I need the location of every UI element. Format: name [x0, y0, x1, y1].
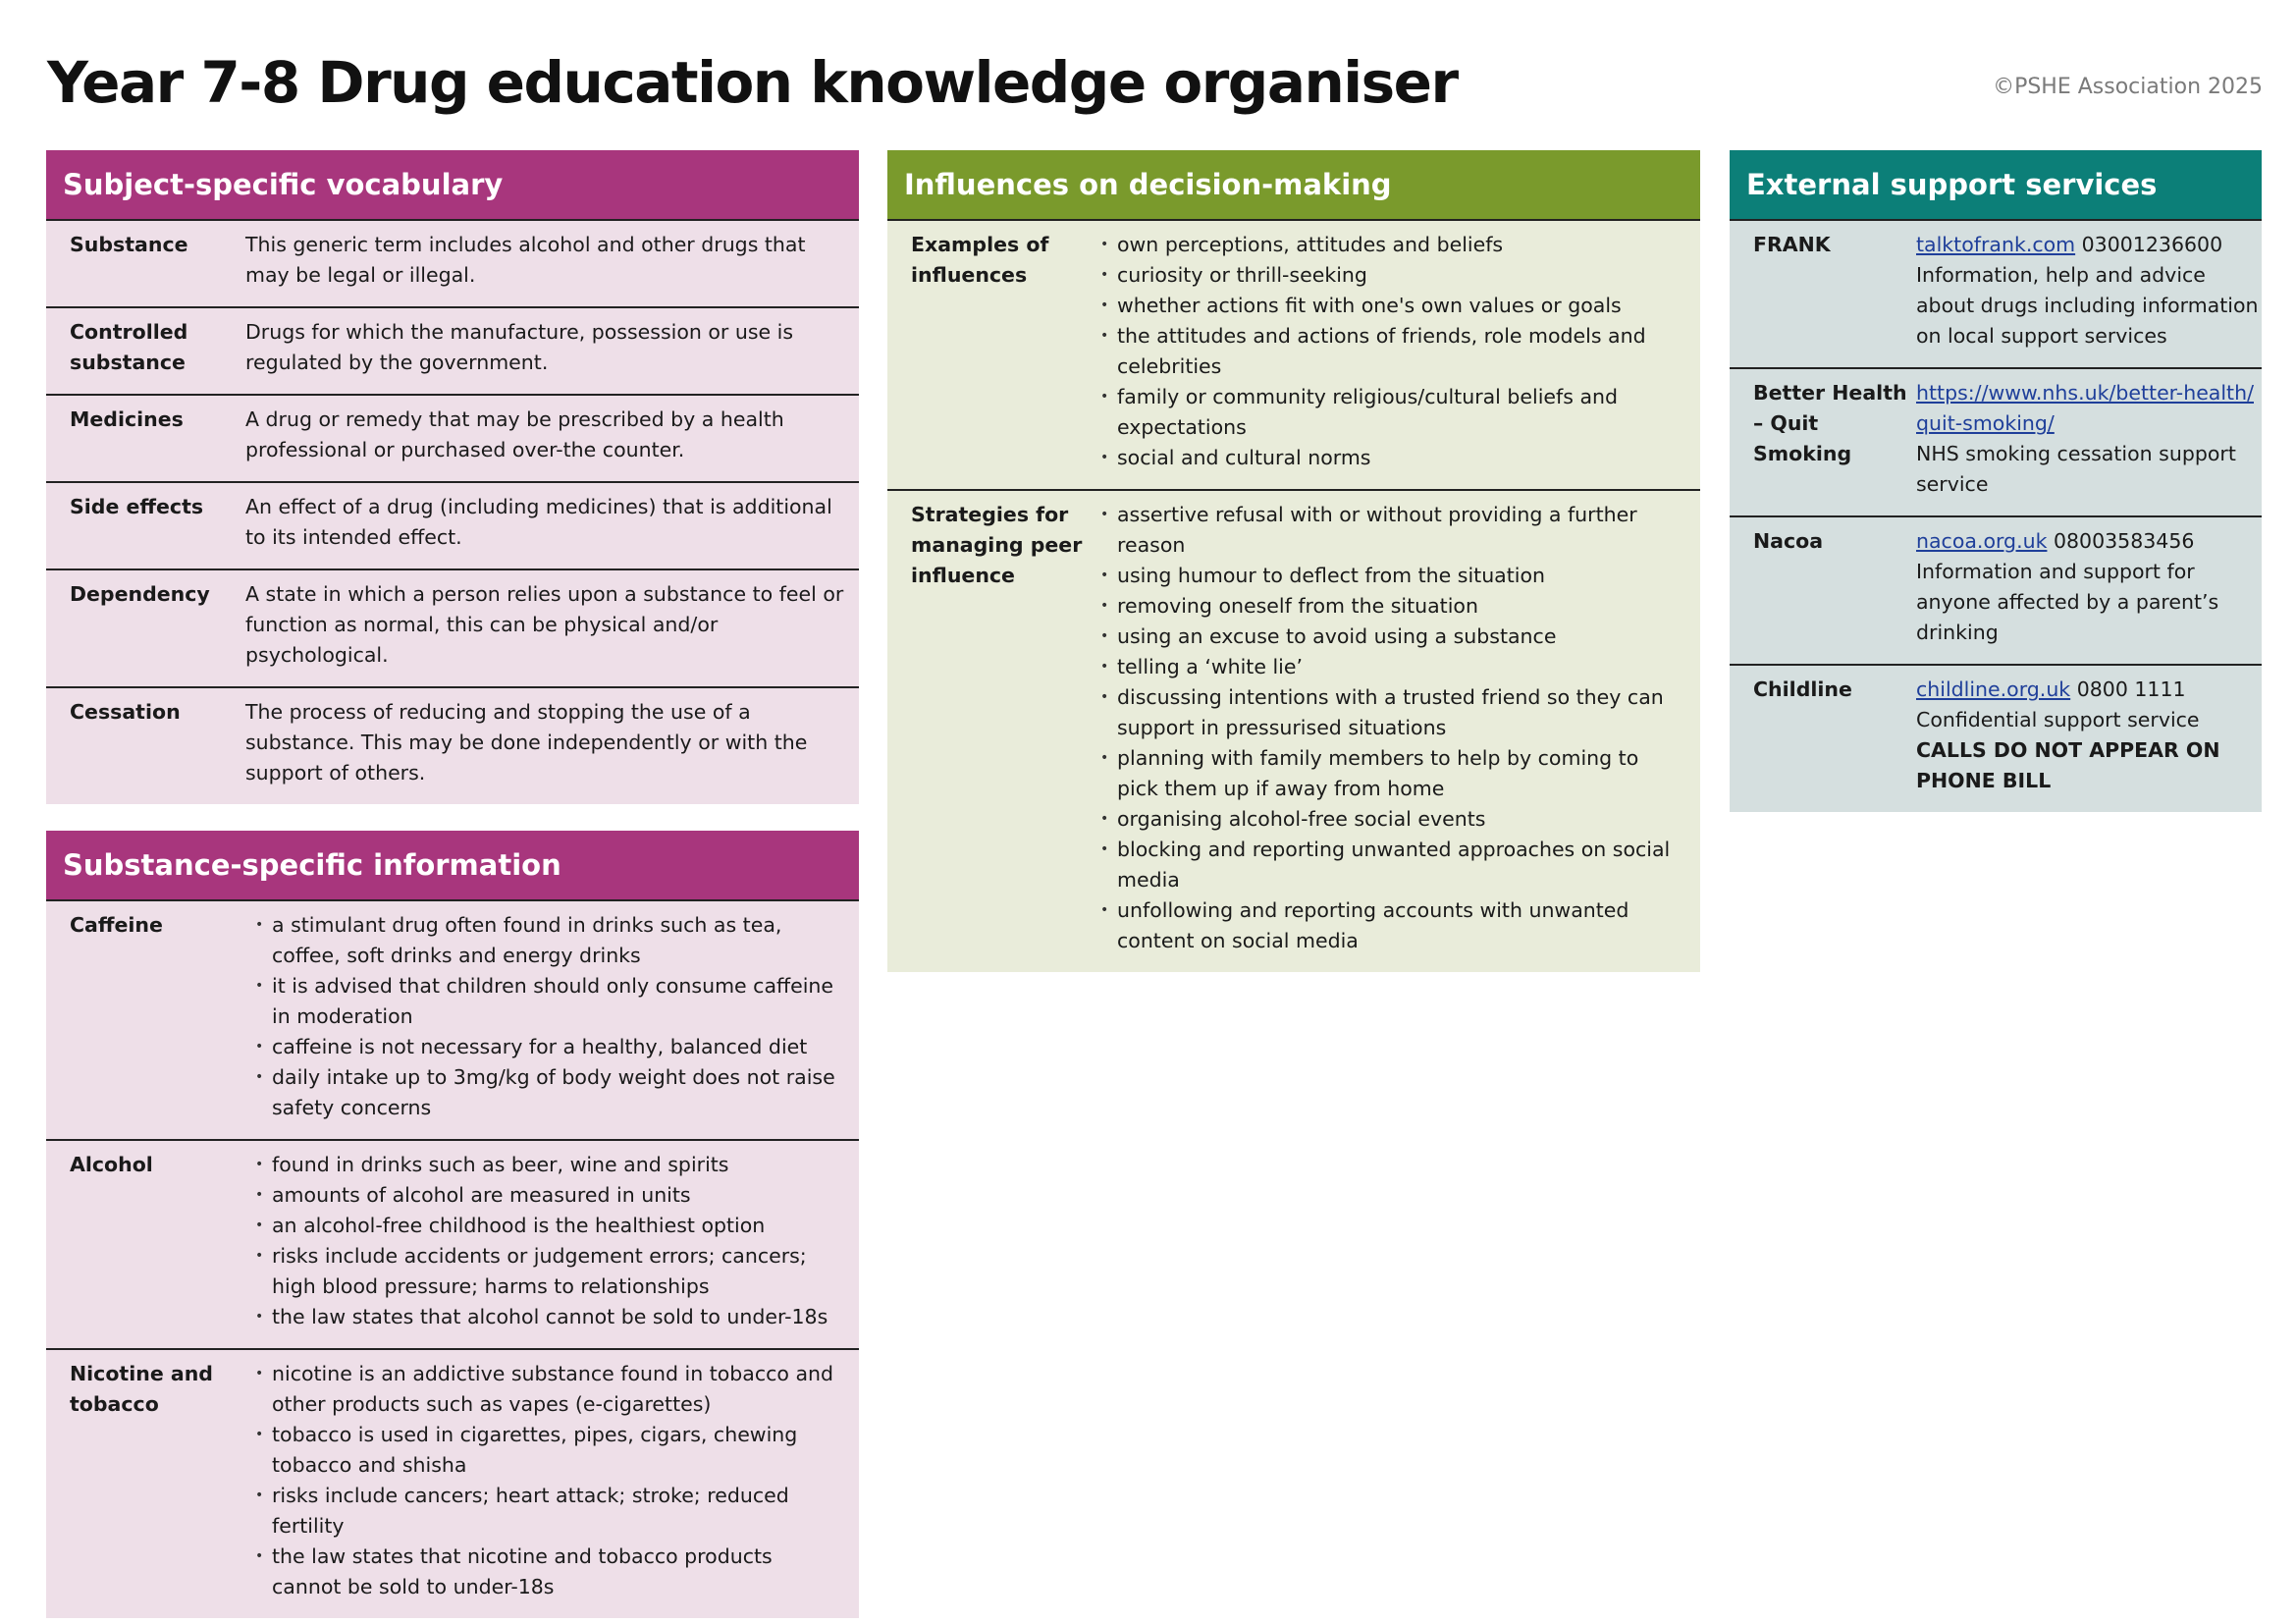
support-heading: External support services	[1730, 150, 2262, 219]
service-note: CALLS DO NOT APPEAR ON PHONE BILL	[1916, 738, 2220, 792]
service-info: Confidential support service	[1916, 708, 2200, 731]
vocab-definition: This generic term includes alcohol and other drugs that may be legal or illegal.	[245, 233, 806, 287]
vocab-row	[46, 481, 859, 568]
bullet-point: • tobacco is used in cigarettes, pipes, cigars, chewing tobacco and shisha	[255, 1420, 844, 1481]
bullet-point: • the attitudes and actions of friends, role models and celebrities	[1100, 321, 1680, 382]
bullet-point: • discussing intentions with a trusted friend so they can support in pressurised situations	[1100, 682, 1680, 743]
vocab-row	[46, 219, 859, 306]
service-link[interactable]: nacoa.org.uk	[1916, 529, 2048, 553]
substance-panel	[46, 831, 859, 1618]
bullet-point: • organising alcohol-free social events	[1100, 804, 1680, 835]
vocabulary-panel	[46, 150, 859, 804]
bullet-point: • using an excuse to avoid using a substance	[1100, 622, 1680, 652]
bullet-point: • whether actions fit with one's own values or goals	[1100, 291, 1680, 321]
support-row	[1730, 664, 2262, 812]
bullet-point: • a stimulant drug often found in drinks such as tea, coffee, soft drinks and energy drinks	[255, 910, 844, 971]
vocab-definition: Drugs for which the manufacture, possession or use is regulated by the government.	[245, 320, 794, 374]
bullet-point: • amounts of alcohol are measured in units	[255, 1180, 844, 1211]
substance-heading: Substance-specific information	[46, 831, 859, 899]
substance-row	[46, 899, 859, 1139]
vocab-definition: An effect of a drug (including medicines) that is additional to its intended effect.	[245, 495, 832, 549]
bullet-point: • risks include accidents or judgement errors; cancers; high blood pressure; harms to relationships	[255, 1241, 844, 1302]
substance-term: Alcohol	[70, 1153, 153, 1176]
left-column	[46, 150, 859, 1618]
vocab-definition: The process of reducing and stopping the use of a substance. This may be done independently or with the support of others.	[245, 700, 808, 785]
support-row	[1730, 367, 2262, 515]
substance-row	[46, 1139, 859, 1348]
substance-row	[46, 1348, 859, 1618]
service-phone: 03001236600	[2075, 233, 2223, 256]
bullet-point: • an alcohol-free childhood is the healthiest option	[255, 1211, 844, 1241]
influence-row	[887, 489, 1700, 972]
bullet-point: • risks include cancers; heart attack; stroke; reduced fertility	[255, 1481, 844, 1542]
copyright-notice: ©PSHE Association 2025	[1993, 75, 2263, 99]
substance-points	[255, 1150, 844, 1332]
vocab-definition: A state in which a person relies upon a substance to feel or function as normal, this can be physical and/or psychological.	[245, 582, 844, 667]
support-row	[1730, 515, 2262, 664]
vocab-definition: A drug or remedy that may be prescribed by a health professional or purchased over-the counter.	[245, 407, 784, 461]
service-link[interactable]: childline.org.uk	[1916, 677, 2071, 701]
bullet-point: • assertive refusal with or without providing a further reason	[1100, 500, 1680, 561]
bullet-point: • found in drinks such as beer, wine and spirits	[255, 1150, 844, 1180]
service-info: Information and support for anyone affected by a parent’s drinking	[1916, 560, 2219, 644]
bullet-point: • the law states that alcohol cannot be sold to under-18s	[255, 1302, 844, 1332]
bullet-point: • curiosity or thrill-seeking	[1100, 260, 1680, 291]
substance-term: Nicotine and tobacco	[70, 1362, 213, 1416]
service-phone: 08003583456	[2047, 529, 2195, 553]
bullet-point: • it is advised that children should only consume caffeine in moderation	[255, 971, 844, 1032]
service-info: Information, help and advice about drugs including information on local support services	[1916, 263, 2259, 348]
influences-panel	[887, 150, 1700, 972]
service-link[interactable]: https://www.nhs.uk/better-health/quit-smoking/	[1916, 381, 2254, 435]
bullet-point: • the law states that nicotine and tobacco products cannot be sold to under-18s	[255, 1542, 844, 1602]
substance-points	[255, 910, 844, 1123]
vocab-term: Controlled substance	[70, 320, 188, 374]
bullet-point: • using humour to deflect from the situation	[1100, 561, 1680, 591]
service-name: Better Health – Quit Smoking	[1753, 381, 1907, 465]
service-phone: 0800 1111	[2070, 677, 2186, 701]
bullet-point: • family or community religious/cultural beliefs and expectations	[1100, 382, 1680, 443]
bullet-point: • caffeine is not necessary for a healthy, balanced diet	[255, 1032, 844, 1062]
vocab-term: Cessation	[70, 700, 181, 724]
page-title: Year 7-8 Drug education knowledge organiser	[47, 49, 1458, 116]
service-name: Nacoa	[1753, 529, 1824, 553]
influences-heading: Influences on decision-making	[887, 150, 1700, 219]
right-column	[1730, 150, 2262, 812]
influence-term: Examples of influences	[911, 233, 1049, 287]
support-panel	[1730, 150, 2262, 812]
service-link[interactable]: talktofrank.com	[1916, 233, 2076, 256]
vocab-term: Medicines	[70, 407, 184, 431]
vocabulary-heading: Subject-specific vocabulary	[46, 150, 859, 219]
bullet-point: • telling a ‘white lie’	[1100, 652, 1680, 682]
bullet-point: • unfollowing and reporting accounts with unwanted content on social media	[1100, 895, 1680, 956]
vocab-row	[46, 568, 859, 686]
vocab-term: Dependency	[70, 582, 210, 606]
support-row	[1730, 219, 2262, 367]
service-info: NHS smoking cessation support service	[1916, 442, 2236, 496]
vocab-term: Side effects	[70, 495, 204, 518]
influence-points	[1100, 230, 1680, 473]
vocab-row	[46, 394, 859, 481]
influence-row	[887, 219, 1700, 489]
middle-column	[887, 150, 1700, 972]
vocab-term: Substance	[70, 233, 188, 256]
bullet-point: • removing oneself from the situation	[1100, 591, 1680, 622]
influence-term: Strategies for managing peer influence	[911, 503, 1083, 587]
service-name: Childline	[1753, 677, 1852, 701]
bullet-point: • planning with family members to help by coming to pick them up if away from home	[1100, 743, 1680, 804]
substance-term: Caffeine	[70, 913, 163, 937]
bullet-point: • nicotine is an addictive substance found in tobacco and other products such as vapes (e-cigarettes)	[255, 1359, 844, 1420]
bullet-point: • social and cultural norms	[1100, 443, 1680, 473]
vocab-row	[46, 306, 859, 394]
substance-points	[255, 1359, 844, 1602]
vocab-row	[46, 686, 859, 804]
bullet-point: • daily intake up to 3mg/kg of body weight does not raise safety concerns	[255, 1062, 844, 1123]
service-name: FRANK	[1753, 233, 1831, 256]
bullet-point: • own perceptions, attitudes and beliefs	[1100, 230, 1680, 260]
bullet-point: • blocking and reporting unwanted approaches on social media	[1100, 835, 1680, 895]
influence-points	[1100, 500, 1680, 956]
